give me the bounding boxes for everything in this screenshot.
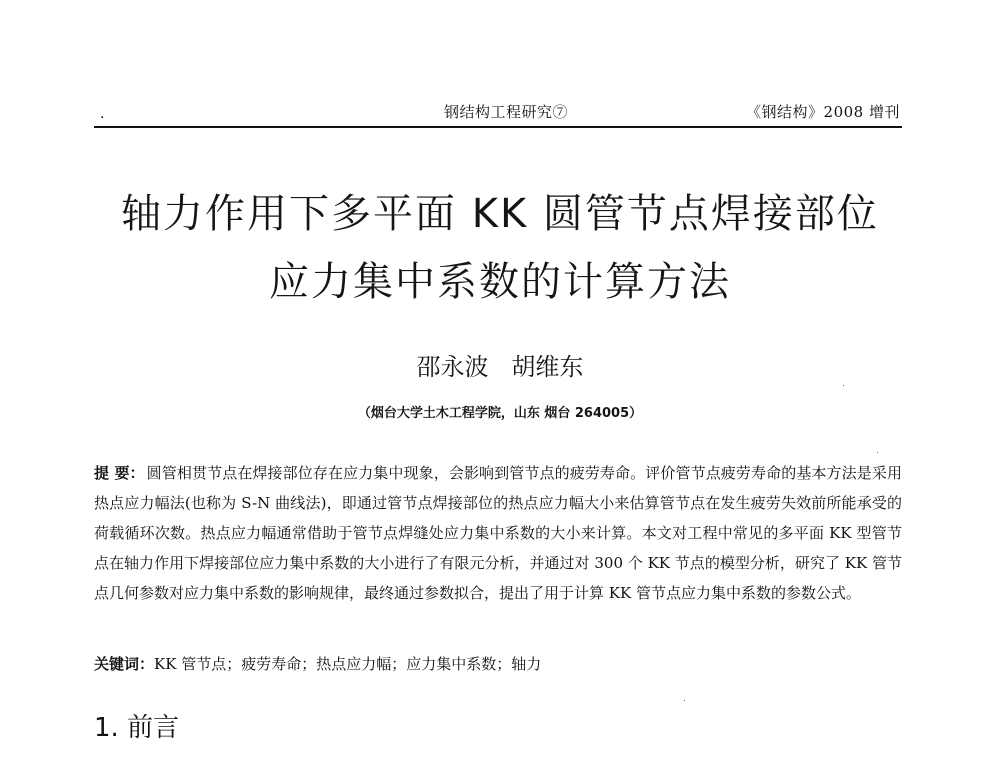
keywords xyxy=(94,651,902,677)
header-dot: . xyxy=(100,106,105,122)
keywords-label: 关键词： xyxy=(94,655,155,673)
series-title: 钢结构工程研究⑦ xyxy=(444,103,569,121)
abstract xyxy=(94,458,902,608)
title-line-2: 应力集中系数的计算方法 xyxy=(269,259,731,305)
authors: 邵永波 胡维东 xyxy=(416,353,584,381)
journal-issue: 《钢结构》2008 增刊 xyxy=(746,103,900,121)
keywords-text: KK 管节点；疲劳寿命；热点应力幅；应力集中系数；轴力 xyxy=(154,655,542,673)
scan-speck xyxy=(877,452,878,453)
scan-speck xyxy=(684,700,685,701)
title-line-1: 轴力作用下多平面 KK 圆管节点焊接部位 xyxy=(121,191,879,237)
abstract-text: 圆管相贯节点在焊接部位存在应力集中现象，会影响到管节点的疲劳寿命。评价管节点疲劳寿命的基本方法是采用热点应力幅法(也称为 S-N 曲线法)，即通过管节点焊接部位的热点应力幅大小来估算管节点在发生疲劳失效前所能承受的荷载循环次数。热点应力幅通常借助于管节点焊缝处应力集中系数的大小来计算。本文对工程中常见的多平面 KK 型管节点在轴力作用下焊接部位应力集中系数的大小进行了有限元分析，并通过对 300 个 KK 节点的模型分析，研究了 KK 管节点几何参数对应力集中系数的影响规律，最终通过参数拟合，提出了用于计算 KK 管节点应力集中系数的参数公式。 xyxy=(94,464,902,602)
paper-title xyxy=(80,180,920,316)
section-title: 前言 xyxy=(127,713,180,743)
scan-speck xyxy=(843,385,844,386)
section-heading xyxy=(94,711,179,745)
running-header xyxy=(94,100,902,128)
affiliation: （烟台大学土木工程学院，山东 烟台 264005） xyxy=(357,406,643,421)
abstract-label: 提 要： xyxy=(94,464,145,482)
section-number: 1. xyxy=(94,713,119,743)
